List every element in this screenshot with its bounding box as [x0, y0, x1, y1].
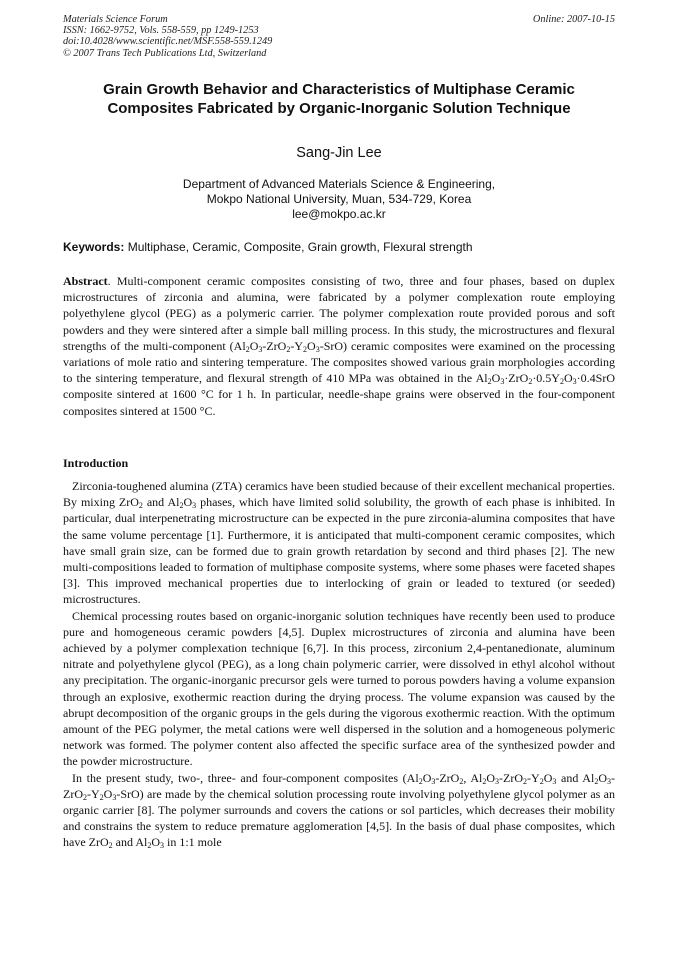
- subscript: 2: [83, 792, 87, 802]
- affiliation-line-1: Department of Advanced Materials Science & Engineering,: [182, 177, 496, 191]
- paragraph-text: O: [598, 770, 607, 785]
- paragraph-text: O: [422, 770, 432, 785]
- subscript: 3: [258, 344, 263, 354]
- abstract-text: O: [491, 371, 501, 386]
- subscript: 2: [523, 776, 528, 786]
- abstract-text: O: [307, 338, 316, 353]
- subscript: 2: [245, 344, 250, 354]
- journal-name: Materials Science Forum: [63, 14, 168, 25]
- paragraph-text: -Y: [527, 770, 540, 785]
- subscript: 2: [303, 344, 308, 354]
- abstract-text: -SrO) ceramic composites were examined on the processing variations of mole ratio and sintering temperature. The composites showed various grain morphologies according to the sintering temperature, and flexural strength of 410 MPa was obtained in the Al: [63, 338, 616, 386]
- issn-line: ISSN: 1662-9752, Vols. 558-559, pp 1249-1253: [63, 25, 259, 37]
- paragraph-text: -Y: [87, 786, 100, 801]
- subscript: 3: [572, 377, 577, 387]
- paragraph-text: O: [103, 786, 113, 801]
- author-name: Sang-Jin Lee: [296, 145, 382, 161]
- abstract-text: O: [563, 371, 573, 386]
- keywords-text: Multiphase, Ceramic, Composite, Grain growth, Flexural strength: [124, 240, 473, 254]
- title-line-1: Grain Growth Behavior and Characteristics of Multiphase Ceramic: [103, 81, 575, 98]
- subscript: 2: [147, 841, 152, 851]
- abstract-text: -ZrO: [262, 338, 287, 353]
- abstract-text: -Y: [290, 338, 304, 353]
- subscript: 2: [99, 792, 104, 802]
- subscript: 2: [418, 776, 423, 786]
- title-line-2: Composites Fabricated by Organic-Inorganic Solution Technique: [107, 100, 571, 117]
- author-email[interactable]: lee@mokpo.ac.kr: [292, 207, 386, 221]
- paragraph-text: O: [151, 835, 160, 850]
- subscript: 2: [179, 501, 184, 511]
- doi-line: doi:10.4028/www.scientific.net/MSF.558-559.1249: [63, 36, 273, 48]
- paragraph-text: and Al: [142, 495, 180, 510]
- intro-paragraph-1: [63, 478, 615, 608]
- intro-paragraph-2: Chemical processing routes based on organic-inorganic solution techniques have recently been used to produce pure and homogeneous ceramic powders [4,5]. Duplex microstructures of zirconia and alumina have been achieved by a polymer complexation technique [6,7]. In this process, zirconium 2,4-pentanedionate, aluminum nitrate and polyethylene glycol (PEG), as a long chain polymeric carrier, were dissolved in ethyl alcohol without any precipitation. The organic-inorganic precursor gels were turned to porous powders having a volume expansion through an explosive, exothermic reaction during the drying process. The volume expansion was caused by the abrupt decomposition of the organic groups in the gels during the vigorous exothermic reaction. With the optimum amount of the PEG polymer, the metal cations were well dispersed in the solution and a homogeneous polymeric network was formed. The polymer content also affected the specific surface area of the synthesized powder and the powder microstructure.: [63, 608, 615, 769]
- subscript: 2: [108, 841, 113, 851]
- intro-paragraph-3: [63, 770, 615, 851]
- paragraph-text: phases, which have limited solid solubility, the growth of each phase is inhibited. In particular, dual interpenetrating microstructure can be expected in the pure zirconia-alumina composites that have the same volume percentage [1]. Furthermore, it is anticipated that multi-component ceramic composites, which have small grain size, can be formed due to grain growth retardation by second and third phases [2]. The new multi-compositions leaded to formation of multiphase composite systems, where some phases were faceted shapes [3]. This improved mechanical properties due to interlocking of grain or leaded to textured (or seeded) microstructures.: [63, 495, 615, 607]
- subscript: 2: [138, 501, 143, 511]
- paragraph-text: -ZrO: [435, 770, 460, 785]
- keywords: [63, 240, 615, 254]
- subscript: 2: [594, 776, 599, 786]
- subscript: 3: [112, 792, 117, 802]
- abstract-text: ·ZrO: [504, 371, 529, 386]
- introduction-body: [63, 478, 615, 851]
- subscript: 3: [160, 841, 164, 851]
- subscript: 3: [500, 377, 505, 387]
- subscript: 3: [431, 776, 436, 786]
- subscript: 2: [528, 377, 533, 387]
- paper-title: [63, 80, 615, 118]
- subscript: 2: [459, 776, 464, 786]
- subscript: 3: [606, 776, 611, 786]
- abstract: [63, 273, 615, 419]
- paragraph-text: O: [543, 770, 553, 785]
- subscript: 3: [315, 344, 320, 354]
- abstract-text: . Multi-component ceramic composites consisting of two, three and four phases, based on duplex microstructures of zirconia and alumina, were fabricated by a polymer complexation route employing polyethylene glycol (PEG) as a polymeric carrier. The polymer complexation route provided porous and soft powders and they were sintered after a simple ball milling process. In this study, the microstructures and flexural strengths of the multi-component (Al: [63, 274, 615, 353]
- subscript: 2: [559, 377, 564, 387]
- affiliation-line-2: Mokpo National University, Muan, 534-729, Korea: [206, 192, 472, 206]
- online-date: Online: 2007-10-15: [532, 14, 615, 25]
- paragraph-text: Zirconia-toughened alumina (ZTA) ceramics have been studied because of their excellent mechanical properties. By mixing ZrO: [63, 479, 615, 510]
- subscript: 2: [482, 776, 487, 786]
- journal-header: [63, 14, 272, 59]
- paragraph-text: O: [183, 495, 193, 510]
- section-heading-introduction: Introduction: [63, 456, 129, 470]
- paragraph-text: -ZrO: [63, 770, 615, 801]
- abstract-text: O: [249, 338, 259, 353]
- paragraph-text: In the present study, two-, three- and four-component composites (Al: [72, 770, 419, 785]
- paragraph-text: and Al: [112, 835, 148, 850]
- paragraph-text: -SrO) are made by the chemical solution processing route involving polyethylene glycol polymer as an organic carrier [8]. The polymer surrounds and covers the cations or sol particles, which decreases their mobility and constrains the system to reduce premature agglomeration [4,5]. In the basis of dual phase composites, which have ZrO: [63, 786, 615, 850]
- subscript: 2: [286, 344, 291, 354]
- paragraph-text: -ZrO: [499, 770, 524, 785]
- abstract-label: Abstract: [63, 274, 108, 288]
- abstract-text: ·0.4SrO composite sintered at 1600 °C for 1 h. In particular, needle-shape grains were observed in the four-component composites sintered at 1500 °C.: [63, 371, 615, 418]
- copyright-line: © 2007 Trans Tech Publications Ltd, Switzerland: [63, 47, 267, 59]
- abstract-text: ·0.5Y: [532, 371, 560, 386]
- paragraph-text: and Al: [556, 770, 595, 785]
- subscript: 3: [552, 776, 557, 786]
- subscript: 2: [539, 776, 544, 786]
- subscript: 3: [495, 776, 500, 786]
- subscript: 2: [487, 377, 492, 387]
- affiliation: [63, 177, 615, 222]
- keywords-label: Keywords:: [63, 240, 125, 254]
- paragraph-text: , Al: [463, 770, 483, 785]
- subscript: 3: [192, 501, 197, 511]
- paragraph-text: O: [486, 770, 496, 785]
- paragraph-text: in 1:1 mole: [164, 835, 222, 850]
